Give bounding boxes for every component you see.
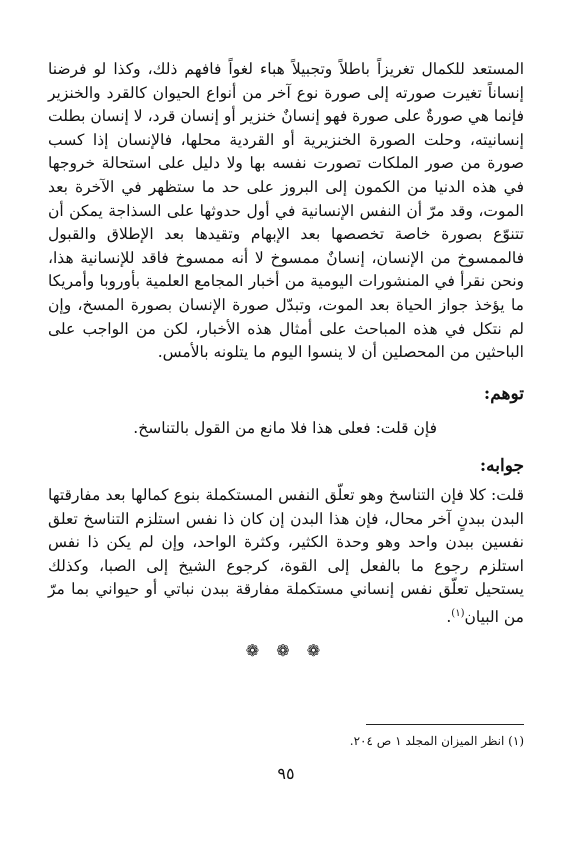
footnote-reference: (١) bbox=[451, 607, 465, 619]
page-number: ٩٥ bbox=[277, 764, 295, 783]
footnote-rule bbox=[366, 724, 524, 725]
objection-quote: فإن قلت: فعلى هذا فلا مانع من القول بالتناسخ. bbox=[133, 419, 437, 437]
section-separator-ornament: ❁ ❁ ❁ bbox=[245, 641, 327, 660]
body-paragraph-1: المستعد للكمال تغريزاً باطلاً وتجبيلاً هباء لغواً فافهم ذلك، وكذا لو فرضنا إنساناً تغيرت صورته إلى صورة نوع آخر من أنواع الحيوان كالقرد والخنزير فإنما هي صورةٌ على صورة فهو إنسانٌ خنزير أو إنسان قرد، لا إنسان بطلت إنسانيته، وحلت الصورة الخنزيرية أو القردية محلها، فالإنسان إذا كسب صورة من صور الملكات تصورت نفسه بها ولا دليل على استحالة خروجها في هذه الدنيا من الكمون إلى البروز على حد ما ستظهر في الآخرة بعد الموت، وقد مرّ أن النفس الإنسانية في أول حدوثها على السذاجة يمكن أن تتنوّع بصورة خاصة تخصصها بعد الإبهام وتقيدها بعد الإطلاق والقبول فالممسوخ من الإنسان، إنسانٌ ممسوخ لا أنه ممسوخ فاقد للإنسانية هذا، ونحن نقرأ في المنشورات اليومية من أخبار المجامع العلمية بأوروبا وأمريكا ما يؤخذ جواز الحياة بعد الموت، وتبدّل صورة الإنسان بصورة المسخ، وإن لم نتكل في هذه المباحث على أمثال هذه الأخبار، لكن من الواجب على الباحثين من المحصلين أن لا ينسوا اليوم ما يتلونه بالأمس. bbox=[48, 60, 524, 362]
body-paragraph-2 bbox=[48, 484, 524, 630]
section-heading-illusion: توهم: bbox=[483, 384, 524, 404]
paragraph-2-text: قلت: كلا فإن التناسخ وهو تعلّق النفس المستكملة بنوع كمالها بعد مفارقتها البدن ببدنٍ آخر محال، فإن هذا البدن إن كان ذا نفس استلزم التناسخ تعلق نفسين ببدن واحد وهو وحدة الكثير، وكثرة الواحد، وإن لم يكن ذا نفس استلزم رجوع ما بالفعل إلى القوة، كرجوع الشيخ إلى الصبا، وكذلك يستحيل تعلّق نفس إنساني مستكملة مفارقة ببدن نباتي أو حيواني بما مرّ من البيان bbox=[48, 486, 524, 627]
footnote: (١) انظر الميزان المجلد ١ ص ٢٠٤. bbox=[349, 734, 524, 748]
paragraph-2-end: . bbox=[446, 608, 452, 627]
section-heading-answer: جوابه: bbox=[479, 456, 524, 476]
